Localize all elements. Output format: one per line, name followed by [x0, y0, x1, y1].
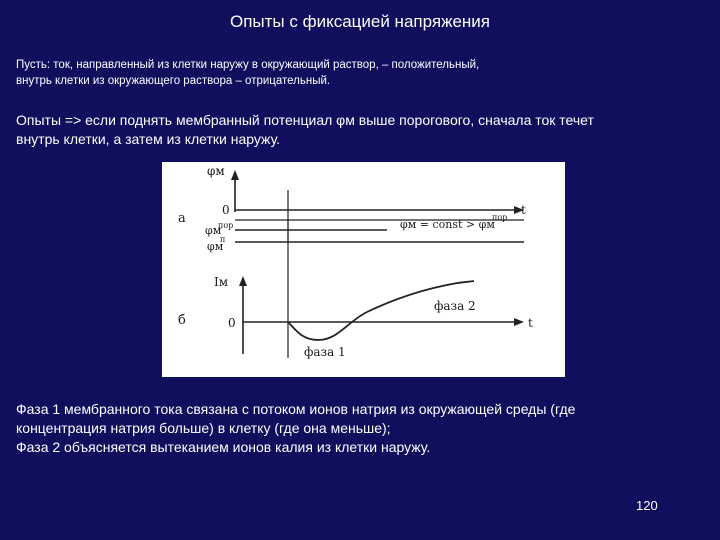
resting-label: φм [207, 240, 224, 253]
page-number: 120 [636, 498, 658, 513]
resting-superscript: п [220, 235, 226, 244]
potential-axis-label: φм [207, 164, 225, 178]
top-zero-label: 0 [222, 203, 230, 217]
text-line: Опыты => если поднять мембранный потенциал φм выше порогового, сначала ток течет [16, 112, 594, 128]
text-line: внутрь клетки из окружающего раствора – отрицательный. [16, 74, 331, 87]
voltage-clamp-figure [162, 162, 565, 377]
text-line: Фаза 1 мембранного тока связана с потоком ионов натрия из окружающей среды (где [16, 401, 576, 417]
current-axis-arrow [239, 276, 247, 286]
threshold-superscript: пор [218, 221, 234, 230]
equation-superscript: пор [492, 213, 508, 222]
panel-label-b: б [178, 313, 186, 328]
potential-axis-arrow [231, 170, 239, 180]
voltage-clamp-diagram [162, 162, 565, 377]
experiment-description [16, 111, 706, 149]
top-time-label: t [521, 203, 526, 217]
time-axis-bottom-arrow [514, 318, 524, 326]
phase1-label: фаза 1 [304, 345, 346, 359]
text-line: внутрь клетки, а затем из клетки наружу. [16, 130, 281, 147]
clamp-equation: φм = const > φм [400, 218, 495, 231]
phase2-label: фаза 2 [434, 299, 476, 313]
bottom-time-label: t [528, 316, 533, 330]
current-axis-label: Iм [214, 275, 229, 289]
panel-label-a: а [178, 211, 186, 226]
slide-title: Опыты с фиксацией напряжения [229, 12, 490, 31]
text-line: Пусть: ток, направленный из клетки наружу в окружающий раствор, – положительный, [16, 59, 480, 71]
bottom-zero-label: 0 [228, 316, 236, 330]
threshold-label: φм [205, 224, 222, 237]
current-direction-definition [16, 58, 656, 89]
text-line: концентрация натрия больше) в клетку (где она меньше); [16, 419, 391, 436]
phase-explanation [16, 400, 706, 457]
text-line: Фаза 2 объясняется вытеканием ионов калия из клетки наружу. [16, 438, 431, 455]
